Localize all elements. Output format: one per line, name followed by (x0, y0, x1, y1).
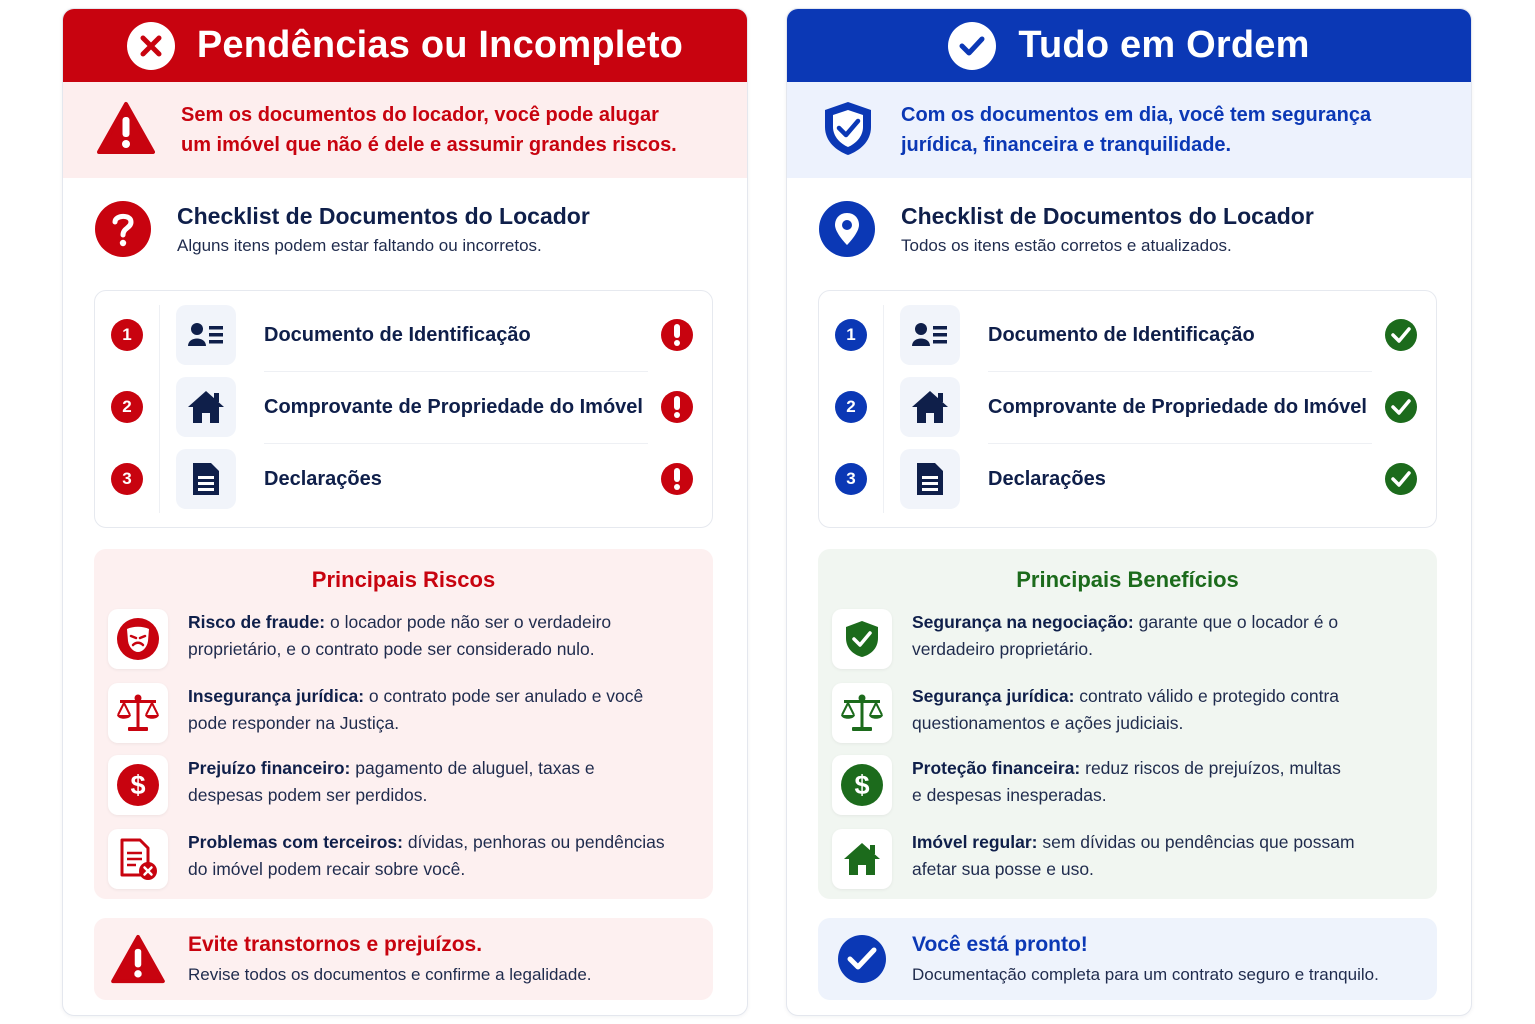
risks-box (94, 549, 713, 899)
left-footer-subtitle: Revise todos os documentos e confirme a legalidade. (188, 965, 592, 984)
right-checklist-card (818, 290, 1437, 528)
shield-check-icon (832, 609, 892, 669)
check-icon (1385, 463, 1417, 495)
warning-triangle-icon (97, 101, 155, 160)
exclamation-icon (661, 463, 693, 495)
checklist-row (95, 377, 714, 437)
checklist-label: Comprovante de Propriedade do Imóvel (988, 395, 1367, 418)
step-number: 2 (111, 391, 143, 423)
checklist-label: Declarações (988, 467, 1106, 490)
right-checklist-header (819, 201, 1314, 257)
svg-text:$: $ (854, 770, 870, 800)
step-number: 1 (111, 319, 143, 351)
svg-text:$: $ (130, 770, 146, 800)
right-header-title: Tudo em Ordem (1018, 24, 1310, 66)
step-number: 1 (835, 319, 867, 351)
house-icon (832, 829, 892, 889)
step-number: 3 (111, 463, 143, 495)
left-footer (94, 918, 713, 1000)
location-pin-icon (819, 201, 875, 257)
dollar-icon (832, 755, 892, 815)
checklist-label: Documento de Identificação (264, 323, 531, 346)
right-footer-title: Você está pronto! (912, 933, 1088, 956)
checklist-row (819, 305, 1438, 365)
risk-text: Problemas com terceiros: dívidas, penhoras ou pendências do imóvel podem recair sobre você. (188, 832, 665, 879)
checklist-row (819, 449, 1438, 509)
right-alert (787, 82, 1471, 178)
benefit-text: Segurança na negociação: garante que o locador é o verdadeiro proprietário. (912, 612, 1339, 659)
right-footer (818, 918, 1437, 1000)
left-header-title: Pendências ou Incompleto (196, 24, 684, 66)
dollar-icon (108, 755, 168, 815)
document-error-icon (108, 829, 168, 889)
left-footer-title: Evite transtornos e prejuízos. (188, 933, 483, 956)
house-icon (900, 377, 960, 437)
benefit-text: Proteção financeira: reduz riscos de prejuízos, multas e despesas inesperadas. (912, 758, 1341, 805)
left-checklist-title: Checklist de Documentos do Locador (177, 202, 590, 229)
checklist-label: Declarações (264, 467, 382, 490)
left-alert-text: Sem os documentos do locador, você pode alugar um imóvel que não é dele e assumir grandes riscos. (181, 104, 677, 156)
check-circle-icon (948, 22, 996, 70)
right-header (787, 9, 1471, 82)
benefit-text: Imóvel regular: sem dívidas ou pendências que possam afetar sua posse e uso. (912, 832, 1355, 879)
left-checklist-subtitle: Alguns itens podem estar faltando ou incorretos. (177, 235, 542, 255)
check-icon (1385, 319, 1417, 351)
risk-text: Insegurança jurídica: o contrato pode ser anulado e você pode responder na Justiça. (188, 686, 644, 733)
benefits-box (818, 549, 1437, 899)
left-checklist-card (94, 290, 713, 528)
risk-text: Prejuízo financeiro: pagamento de aluguel, taxas e despesas podem ser perdidos. (188, 758, 595, 805)
question-icon (95, 201, 151, 257)
scales-icon (832, 683, 892, 743)
document-icon (176, 449, 236, 509)
checklist-row (819, 377, 1438, 437)
checklist-label: Documento de Identificação (988, 323, 1255, 346)
mask-icon (108, 609, 168, 669)
left-alert (63, 82, 747, 178)
x-circle-icon (127, 22, 175, 70)
exclamation-icon (661, 319, 693, 351)
right-checklist-title: Checklist de Documentos do Locador (901, 202, 1314, 229)
scales-icon (108, 683, 168, 743)
checklist-row (95, 305, 714, 365)
shield-check-icon (821, 99, 875, 162)
exclamation-icon (661, 391, 693, 423)
risks-title: Principais Riscos (311, 567, 496, 592)
benefit-text: Segurança jurídica: contrato válido e protegido contra questionamentos e ações judiciais. (912, 686, 1340, 733)
right-footer-subtitle: Documentação completa para um contrato seguro e tranquilo. (912, 965, 1379, 984)
risk-text: Risco de fraude: o locador pode não ser o verdadeiro proprietário, e o contrato pode ser considerado nulo. (188, 612, 612, 659)
checklist-row (95, 449, 714, 509)
check-circle-icon (834, 931, 890, 987)
left-header (63, 9, 747, 82)
right-alert-text: Com os documentos em dia, você tem segurança jurídica, financeira e tranquilidade. (901, 104, 1372, 156)
step-number: 2 (835, 391, 867, 423)
benefits-title: Principais Benefícios (1016, 567, 1239, 592)
right-panel (786, 8, 1472, 1016)
right-checklist-subtitle: Todos os itens estão corretos e atualizados. (901, 235, 1232, 255)
left-panel (62, 8, 748, 1016)
document-icon (900, 449, 960, 509)
house-icon (176, 377, 236, 437)
step-number: 3 (835, 463, 867, 495)
checklist-label: Comprovante de Propriedade do Imóvel (264, 395, 643, 418)
warning-triangle-icon (110, 931, 166, 987)
id-card-icon (176, 305, 236, 365)
left-checklist-header (95, 201, 590, 257)
id-card-icon (900, 305, 960, 365)
check-icon (1385, 391, 1417, 423)
